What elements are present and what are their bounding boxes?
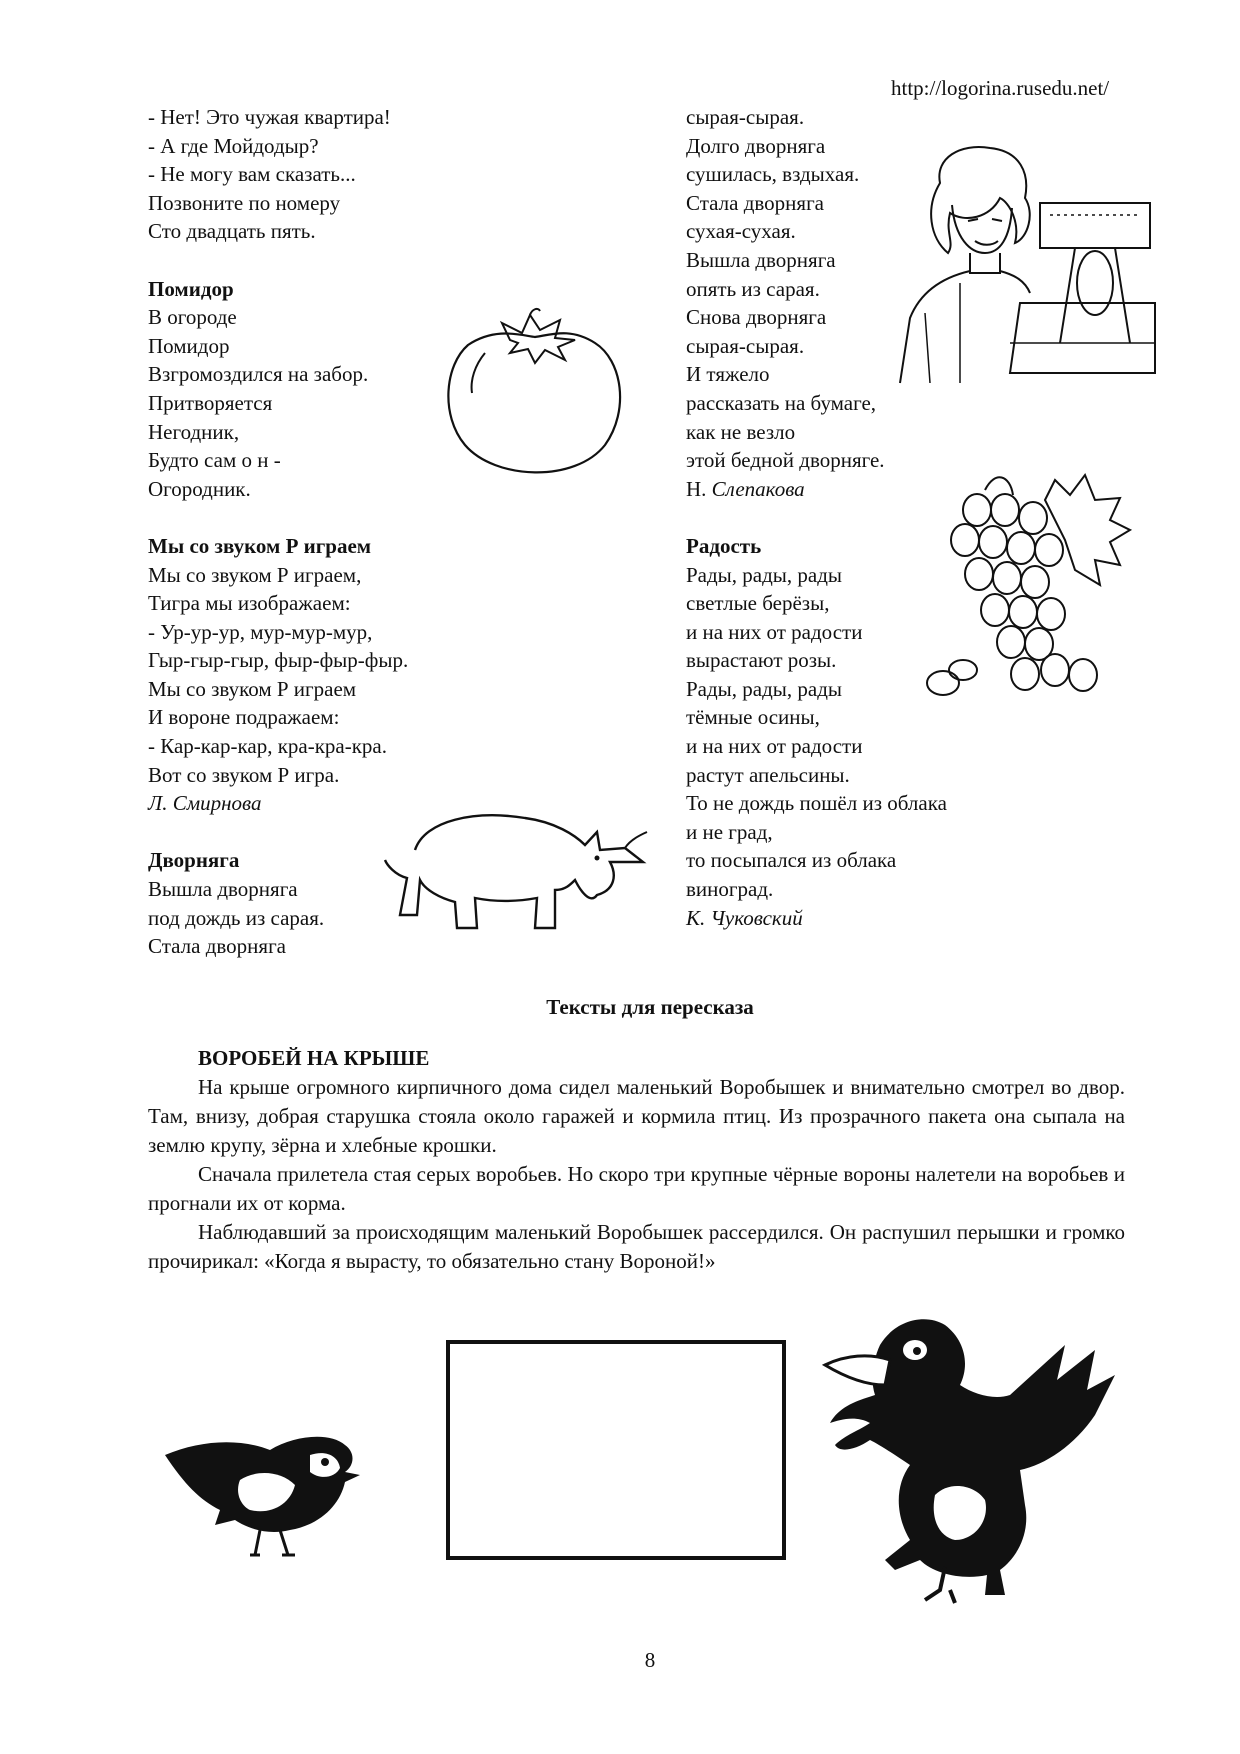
poem-line: этой бедной дворняге. bbox=[686, 448, 885, 473]
poem-line: Тигра мы изображаем: bbox=[148, 591, 351, 616]
tomato-illustration bbox=[440, 305, 630, 490]
story-paragraph: Наблюдавший за происходящим маленький Воробышек рассердился. Он распушил перышки и громко прочирикал: «Когда я вырасту, то обязательно стану Вороной!» bbox=[148, 1220, 1125, 1273]
rhinoceros-illustration bbox=[385, 810, 650, 940]
poem-line: сырая-сырая. bbox=[686, 105, 805, 129]
poem-line: Помидор bbox=[148, 333, 230, 358]
poem-sound-r bbox=[148, 532, 618, 818]
poem-line: светлые берёзы, bbox=[686, 591, 830, 616]
poem-line: И вороне подражаем: bbox=[148, 705, 340, 730]
poem-line: рассказать на бумаге, bbox=[686, 390, 877, 415]
poem-line: вырастают розы. bbox=[686, 648, 837, 673]
poem-line: Стала дворняга bbox=[148, 934, 287, 959]
poem-line: тёмные осины, bbox=[686, 705, 820, 730]
poem-line: Стала дворняга bbox=[686, 190, 825, 215]
poem-author: Л. Смирнова bbox=[148, 791, 262, 816]
poem-line: Рады, рады, рады bbox=[686, 676, 843, 701]
story-title: ВОРОБЕЙ НА КРЫШЕ bbox=[198, 1046, 430, 1070]
poem-line: В огороде bbox=[148, 305, 237, 330]
poem-line: Позвоните по номеру bbox=[148, 190, 341, 215]
poem-line: То не дождь пошёл из облака bbox=[686, 791, 947, 816]
poem-line: - А где Мойдодыр? bbox=[148, 133, 319, 158]
poem-author: К. Чуковский bbox=[686, 905, 803, 930]
grapes-illustration bbox=[935, 470, 1150, 710]
poem-line: Негодник, bbox=[148, 419, 240, 444]
story bbox=[148, 1044, 1125, 1276]
poem-line: опять из сарая. bbox=[686, 276, 820, 301]
poem-line: И тяжело bbox=[686, 362, 770, 387]
poem-line: Притворяется bbox=[148, 390, 273, 415]
poem-line: Взгромоздился на забор. bbox=[148, 362, 369, 387]
author-name: Слепакова bbox=[711, 476, 805, 501]
poem-line: Сто двадцать пять. bbox=[148, 219, 316, 244]
poem-line: - Не могу вам сказать... bbox=[148, 162, 356, 187]
poem-line: Гыр-гыр-гыр, фыр-фыр-фыр. bbox=[148, 648, 409, 673]
poem-line: Будто сам о н - bbox=[148, 448, 281, 473]
poem-line: Снова дворняга bbox=[686, 305, 827, 330]
poem-line: Вышла дворняга bbox=[686, 247, 836, 272]
poem-line: и на них от радости bbox=[686, 619, 863, 644]
poem-title: Дворняга bbox=[148, 848, 240, 873]
poem-line: и не град, bbox=[686, 819, 773, 844]
poem-line: и на них от радости bbox=[686, 734, 863, 759]
poem-line: сырая-сырая. bbox=[686, 333, 805, 358]
poem-line: Вышла дворняга bbox=[148, 877, 298, 902]
poem-line: виноград. bbox=[686, 877, 774, 902]
poem-line: то посыпался из облака bbox=[686, 848, 897, 873]
poem-line: Мы со звуком Р играем, bbox=[148, 562, 362, 587]
poem-title: Радость bbox=[686, 533, 762, 558]
sparrow-illustration bbox=[160, 1430, 375, 1565]
poem-line: - Ур-ур-ур, мур-мур-мур, bbox=[148, 619, 373, 644]
source-url: http://logorina.rusedu.net/ bbox=[891, 76, 1110, 100]
poem-line: растут апельсины. bbox=[686, 762, 850, 787]
poem-line: Долго дворняга bbox=[686, 133, 826, 158]
poem-line: сухая-сухая. bbox=[686, 219, 796, 244]
picture-placeholder-box bbox=[446, 1340, 786, 1560]
poem-line: Рады, рады, рады bbox=[686, 562, 843, 587]
poem-line: сушилась, вздыхая. bbox=[686, 162, 860, 187]
poem-line: под дождь из сарая. bbox=[148, 905, 325, 930]
section-heading: Тексты для пересказа bbox=[546, 995, 754, 1019]
poem-title: Мы со звуком Р играем bbox=[148, 533, 372, 558]
poem-line: как не везло bbox=[686, 419, 796, 444]
poem-line: Вот со звуком Р игра. bbox=[148, 762, 340, 787]
poem-line: - Кар-кар-кар, кра-кра-кра. bbox=[148, 734, 387, 759]
page-number: 8 bbox=[644, 1648, 656, 1672]
saleswoman-illustration bbox=[900, 143, 1160, 383]
crow-illustration bbox=[825, 1305, 1115, 1605]
poem-title: Помидор bbox=[148, 276, 234, 301]
poem-line: Огородник. bbox=[148, 476, 251, 501]
author-initial: Н. bbox=[686, 476, 707, 501]
poem-line: Мы со звуком Р играем bbox=[148, 676, 357, 701]
intro-lines bbox=[148, 103, 618, 246]
story-paragraph: На крыше огромного кирпичного дома сидел маленький Воробышек и внимательно смотрел во двор. Там, внизу, добрая старушка стояла около гаражей и кормила птиц. Из прозрачного пакета она сыпала на землю крупу, зёрна и хлебные крошки. bbox=[148, 1075, 1125, 1157]
story-paragraph: Сначала прилетела стая серых воробьев. Но скоро три крупные чёрные вороны налетели на воробьев и прогнали их от корма. bbox=[148, 1162, 1125, 1215]
poem-line: - Нет! Это чужая квартира! bbox=[148, 105, 391, 129]
